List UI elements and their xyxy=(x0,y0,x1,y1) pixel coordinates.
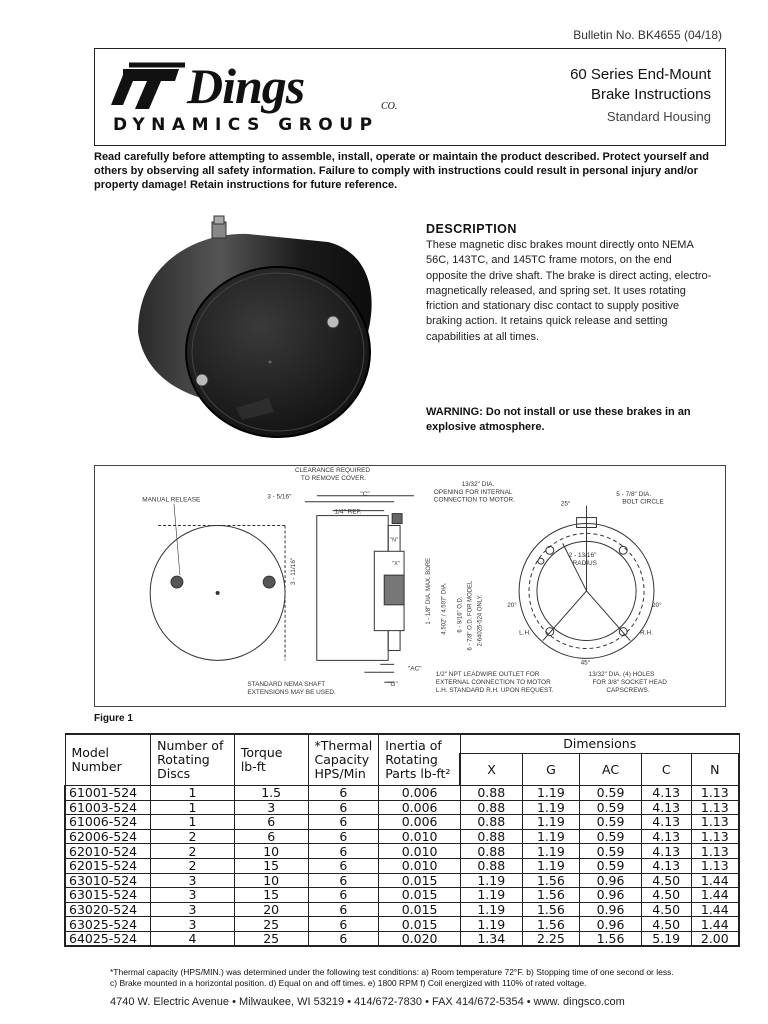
cell-g: 1.56 xyxy=(522,902,580,917)
cell-inertia: 0.015 xyxy=(379,917,461,932)
label-bolt-1: 5 - 7/8" DIA. xyxy=(616,490,652,498)
bulletin-number: Bulletin No. BK4655 (04/18) xyxy=(573,28,722,42)
label-dim-n: "N" xyxy=(390,537,398,544)
label-opening-3: CONNECTION TO MOTOR. xyxy=(433,496,516,504)
logo-subtitle: DYNAMICS GROUP xyxy=(113,115,379,135)
cell-ac: 0.96 xyxy=(580,888,642,903)
cell-inertia: 0.020 xyxy=(379,931,461,946)
cell-n: 1.44 xyxy=(691,902,739,917)
label-manual-release: MANUAL RELEASE xyxy=(142,496,201,504)
cell-c: 5.19 xyxy=(641,931,691,946)
cell-discs: 2 xyxy=(151,829,235,844)
cell-thermal: 6 xyxy=(308,815,379,830)
cell-ac: 0.96 xyxy=(580,917,642,932)
cell-n: 1.44 xyxy=(691,888,739,903)
label-bolt-2: BOLT CIRCLE xyxy=(622,498,664,506)
cell-model: 62015-524 xyxy=(65,858,151,873)
cell-model: 64025-524 xyxy=(65,931,151,946)
table-body xyxy=(65,786,739,947)
label-npt-3: L.H. STANDARD R.H. UPON REQUEST. xyxy=(435,687,554,695)
cell-n: 1.44 xyxy=(691,917,739,932)
cell-model: 62010-524 xyxy=(65,844,151,859)
cell-discs: 2 xyxy=(151,858,235,873)
cell-g: 1.19 xyxy=(522,829,580,844)
cell-n: 1.13 xyxy=(691,829,739,844)
cell-ac: 0.59 xyxy=(580,829,642,844)
dimension-drawing-svg xyxy=(95,466,725,706)
cell-inertia: 0.015 xyxy=(379,873,461,888)
description-section xyxy=(426,222,716,345)
cell-model: 62006-524 xyxy=(65,829,151,844)
header-n: N xyxy=(691,754,739,786)
table-row xyxy=(65,902,739,917)
cell-discs: 1 xyxy=(151,800,235,815)
cell-inertia: 0.010 xyxy=(379,858,461,873)
cell-n: 2.00 xyxy=(691,931,739,946)
label-clearance-2: TO REMOVE COVER. xyxy=(300,474,366,482)
cell-n: 1.13 xyxy=(691,800,739,815)
label-dim-x: "X" xyxy=(392,561,400,568)
table-row xyxy=(65,917,739,932)
label-3-5-16: 3 - 5/16" xyxy=(267,493,292,501)
end-view xyxy=(519,506,654,659)
cell-model: 63010-524 xyxy=(65,873,151,888)
front-view xyxy=(150,526,285,661)
cell-thermal: 6 xyxy=(308,844,379,859)
cell-c: 4.13 xyxy=(641,815,691,830)
cell-discs: 1 xyxy=(151,815,235,830)
cell-ac: 0.96 xyxy=(580,902,642,917)
cell-x: 1.34 xyxy=(460,931,522,946)
label-deg-25: 25° xyxy=(560,500,571,508)
cell-x: 0.88 xyxy=(460,829,522,844)
cell-torque: 10 xyxy=(234,873,308,888)
cell-c: 4.50 xyxy=(641,917,691,932)
specifications-table xyxy=(64,733,740,947)
cell-torque: 3 xyxy=(234,800,308,815)
cell-c: 4.13 xyxy=(641,800,691,815)
label-deg-20-b: 20° xyxy=(651,601,662,609)
cell-inertia: 0.010 xyxy=(379,844,461,859)
cell-discs: 3 xyxy=(151,888,235,903)
cell-g: 1.56 xyxy=(522,917,580,932)
cell-g: 1.19 xyxy=(522,844,580,859)
cell-c: 4.13 xyxy=(641,844,691,859)
cell-thermal: 6 xyxy=(308,902,379,917)
header-x: X xyxy=(460,754,522,786)
cell-ac: 0.59 xyxy=(580,800,642,815)
cell-thermal: 6 xyxy=(308,786,379,801)
cell-ac: 0.59 xyxy=(580,786,642,801)
header-discs: Number of Rotating Discs xyxy=(151,734,235,786)
cell-inertia: 0.010 xyxy=(379,829,461,844)
cell-model: 61006-524 xyxy=(65,815,151,830)
header-model: Model Number xyxy=(65,734,151,786)
cell-torque: 6 xyxy=(234,829,308,844)
label-npt-1: 1/2" NPT LEADWIRE OUTLET FOR xyxy=(435,671,540,679)
label-dia-4502: 4.502" / 4.507" DIA. xyxy=(441,582,448,635)
table-row xyxy=(65,800,739,815)
safety-notice: Read carefully before attempting to assemble, install, operate or maintain the product described. Protect yourself and others by observing all safety information. Failure to comply with instructions could result in personal injury and/or property damage! Retain instructions for future reference. xyxy=(94,151,709,191)
cell-n: 1.13 xyxy=(691,844,739,859)
header-inertia: Inertia of Rotating Parts lb-ft² xyxy=(379,734,461,786)
label-npt-2: EXTERNAL CONNECTION TO MOTOR xyxy=(435,679,551,687)
header-box xyxy=(94,48,726,146)
cell-x: 1.19 xyxy=(460,917,522,932)
dings-logo xyxy=(109,57,439,139)
label-radius-2: RADIUS xyxy=(572,560,597,568)
label-radius-1: 2 - 13/16" xyxy=(568,552,597,560)
document-title xyxy=(570,65,711,124)
cell-torque: 25 xyxy=(234,931,308,946)
cell-x: 0.88 xyxy=(460,800,522,815)
label-od-6-9-16: 6 - 9/16" O.D. xyxy=(457,596,464,633)
logo-wordmark: Dings xyxy=(187,58,305,114)
title-subtitle: Standard Housing xyxy=(606,109,711,124)
cell-ac: 1.56 xyxy=(580,931,642,946)
cell-torque: 15 xyxy=(234,858,308,873)
cell-discs: 2 xyxy=(151,844,235,859)
header-c: C xyxy=(641,754,691,786)
table-row xyxy=(65,829,739,844)
cell-torque: 15 xyxy=(234,888,308,903)
cell-c: 4.50 xyxy=(641,902,691,917)
header-torque: Torque lb-ft xyxy=(234,734,308,786)
cell-ac: 0.59 xyxy=(580,858,642,873)
label-holes-3: CAPSCREWS. xyxy=(606,687,650,695)
table-row xyxy=(65,844,739,859)
header-dimensions: Dimensions xyxy=(460,734,739,754)
dimension-drawing xyxy=(94,465,726,707)
label-od-model: 2-64025-524 ONLY. xyxy=(477,594,484,647)
cell-thermal: 6 xyxy=(308,888,379,903)
cell-n: 1.13 xyxy=(691,786,739,801)
cell-n: 1.13 xyxy=(691,858,739,873)
cell-g: 1.56 xyxy=(522,888,580,903)
label-dim-g: "G" xyxy=(388,681,398,689)
table-row xyxy=(65,873,739,888)
figure-caption: Figure 1 xyxy=(94,713,133,724)
cell-x: 1.19 xyxy=(460,888,522,903)
brake-product-photo xyxy=(128,212,388,442)
cell-g: 1.19 xyxy=(522,815,580,830)
label-3-11-16: 3 - 11/16" xyxy=(289,557,297,586)
cell-inertia: 0.006 xyxy=(379,786,461,801)
cell-c: 4.50 xyxy=(641,873,691,888)
cell-thermal: 6 xyxy=(308,829,379,844)
cell-discs: 3 xyxy=(151,873,235,888)
label-deg-20-a: 20° xyxy=(507,601,517,609)
label-opening-1: 13/32" DIA. xyxy=(461,480,495,488)
cell-torque: 20 xyxy=(234,902,308,917)
cell-inertia: 0.015 xyxy=(379,902,461,917)
table-footnote xyxy=(110,967,720,989)
table-row xyxy=(65,815,739,830)
cell-ac: 0.96 xyxy=(580,873,642,888)
cell-g: 1.19 xyxy=(522,800,580,815)
table-row xyxy=(65,786,739,801)
cell-thermal: 6 xyxy=(308,917,379,932)
title-line-2: Brake Instructions xyxy=(590,86,711,103)
cell-thermal: 6 xyxy=(308,931,379,946)
cell-g: 1.56 xyxy=(522,873,580,888)
cell-thermal: 6 xyxy=(308,873,379,888)
label-clearance: CLEARANCE REQUIRED xyxy=(294,466,371,474)
cell-discs: 4 xyxy=(151,931,235,946)
cell-c: 4.50 xyxy=(641,888,691,903)
cell-torque: 25 xyxy=(234,917,308,932)
cell-c: 4.13 xyxy=(641,829,691,844)
header-thermal: *Thermal Capacity HPS/Min xyxy=(308,734,379,786)
description-body: These magnetic disc brakes mount directly onto NEMA 56C, 143TC, and 145TC frame motors, on the end opposite the drive shaft. The brake is direct acting, electro-magnetically released, and spring set. It uses rotating friction and stationary disc contact to supply positive braking action. It retains quick release and setting capabilities at all times. xyxy=(426,239,712,343)
label-deg-45: 45° xyxy=(580,659,591,667)
label-dim-c: "C" xyxy=(360,490,370,498)
table-row xyxy=(65,931,739,946)
label-holes-2: FOR 3/8" SOCKET HEAD xyxy=(592,679,667,687)
cell-x: 0.88 xyxy=(460,858,522,873)
label-shaft-2: EXTENSIONS MAY BE USED. xyxy=(247,689,336,697)
cell-g: 2.25 xyxy=(522,931,580,946)
table-row xyxy=(65,858,739,873)
label-opening-2: OPENING FOR INTERNAL xyxy=(433,488,513,496)
header-ac: AC xyxy=(580,754,642,786)
label-lh: L.H. xyxy=(519,629,531,637)
cell-x: 0.88 xyxy=(460,786,522,801)
cell-inertia: 0.006 xyxy=(379,800,461,815)
cell-discs: 3 xyxy=(151,902,235,917)
cell-torque: 10 xyxy=(234,844,308,859)
footnote-line-1: *Thermal capacity (HPS/MIN.) was determined under the following test conditions: a) Room temperature 72°F. b) Stopping time of one second or less. xyxy=(110,967,674,977)
cell-thermal: 6 xyxy=(308,800,379,815)
cell-model: 63020-524 xyxy=(65,902,151,917)
cell-model: 61003-524 xyxy=(65,800,151,815)
label-dim-ac: "AC" xyxy=(408,665,422,673)
cell-inertia: 0.006 xyxy=(379,815,461,830)
label-holes-1: 13/32" DIA. (4) HOLES xyxy=(588,671,655,679)
table-row xyxy=(65,888,739,903)
logo-mark-icon xyxy=(109,61,187,117)
footnote-line-2: c) Brake mounted in a horizontal position. d) Equal on and off times. e) 1800 RPM f) Coil energized with 110% of rated voltage. xyxy=(110,978,587,988)
label-ref: 1/4" REF. xyxy=(334,508,362,516)
label-rh: R.H. xyxy=(640,629,653,637)
cell-x: 1.19 xyxy=(460,873,522,888)
label-shaft-1: STANDARD NEMA SHAFT xyxy=(247,681,326,689)
header-g: G xyxy=(522,754,580,786)
logo-co: CO. xyxy=(381,101,398,112)
cell-g: 1.19 xyxy=(522,858,580,873)
description-heading: DESCRIPTION xyxy=(426,222,517,236)
cell-x: 1.19 xyxy=(460,902,522,917)
cell-model: 63025-524 xyxy=(65,917,151,932)
title-line-1: 60 Series End-Mount xyxy=(570,66,711,83)
cell-ac: 0.59 xyxy=(580,844,642,859)
cell-discs: 1 xyxy=(151,786,235,801)
side-view xyxy=(305,496,414,682)
cell-x: 0.88 xyxy=(460,844,522,859)
footer-address: 4740 W. Electric Avenue • Milwaukee, WI 53219 • 414/672-7830 • FAX 414/672-5354 • www. dingsco.com xyxy=(110,996,625,1008)
cell-ac: 0.59 xyxy=(580,815,642,830)
cell-model: 61001-524 xyxy=(65,786,151,801)
cell-c: 4.13 xyxy=(641,858,691,873)
cell-model: 63015-524 xyxy=(65,888,151,903)
cell-n: 1.44 xyxy=(691,873,739,888)
cell-torque: 1.5 xyxy=(234,786,308,801)
cell-torque: 6 xyxy=(234,815,308,830)
cell-inertia: 0.015 xyxy=(379,888,461,903)
cell-n: 1.13 xyxy=(691,815,739,830)
cell-c: 4.13 xyxy=(641,786,691,801)
label-bore: 1 - 1/8" DIA. MAX. BORE xyxy=(425,557,432,625)
cell-g: 1.19 xyxy=(522,786,580,801)
cell-x: 0.88 xyxy=(460,815,522,830)
label-od-6-7-8: 6 - 7/8" O.D. FOR MODEL xyxy=(467,580,474,651)
warning-text: WARNING: Do not install or use these brakes in an explosive atmosphere. xyxy=(426,406,691,433)
cell-discs: 3 xyxy=(151,917,235,932)
cell-thermal: 6 xyxy=(308,858,379,873)
